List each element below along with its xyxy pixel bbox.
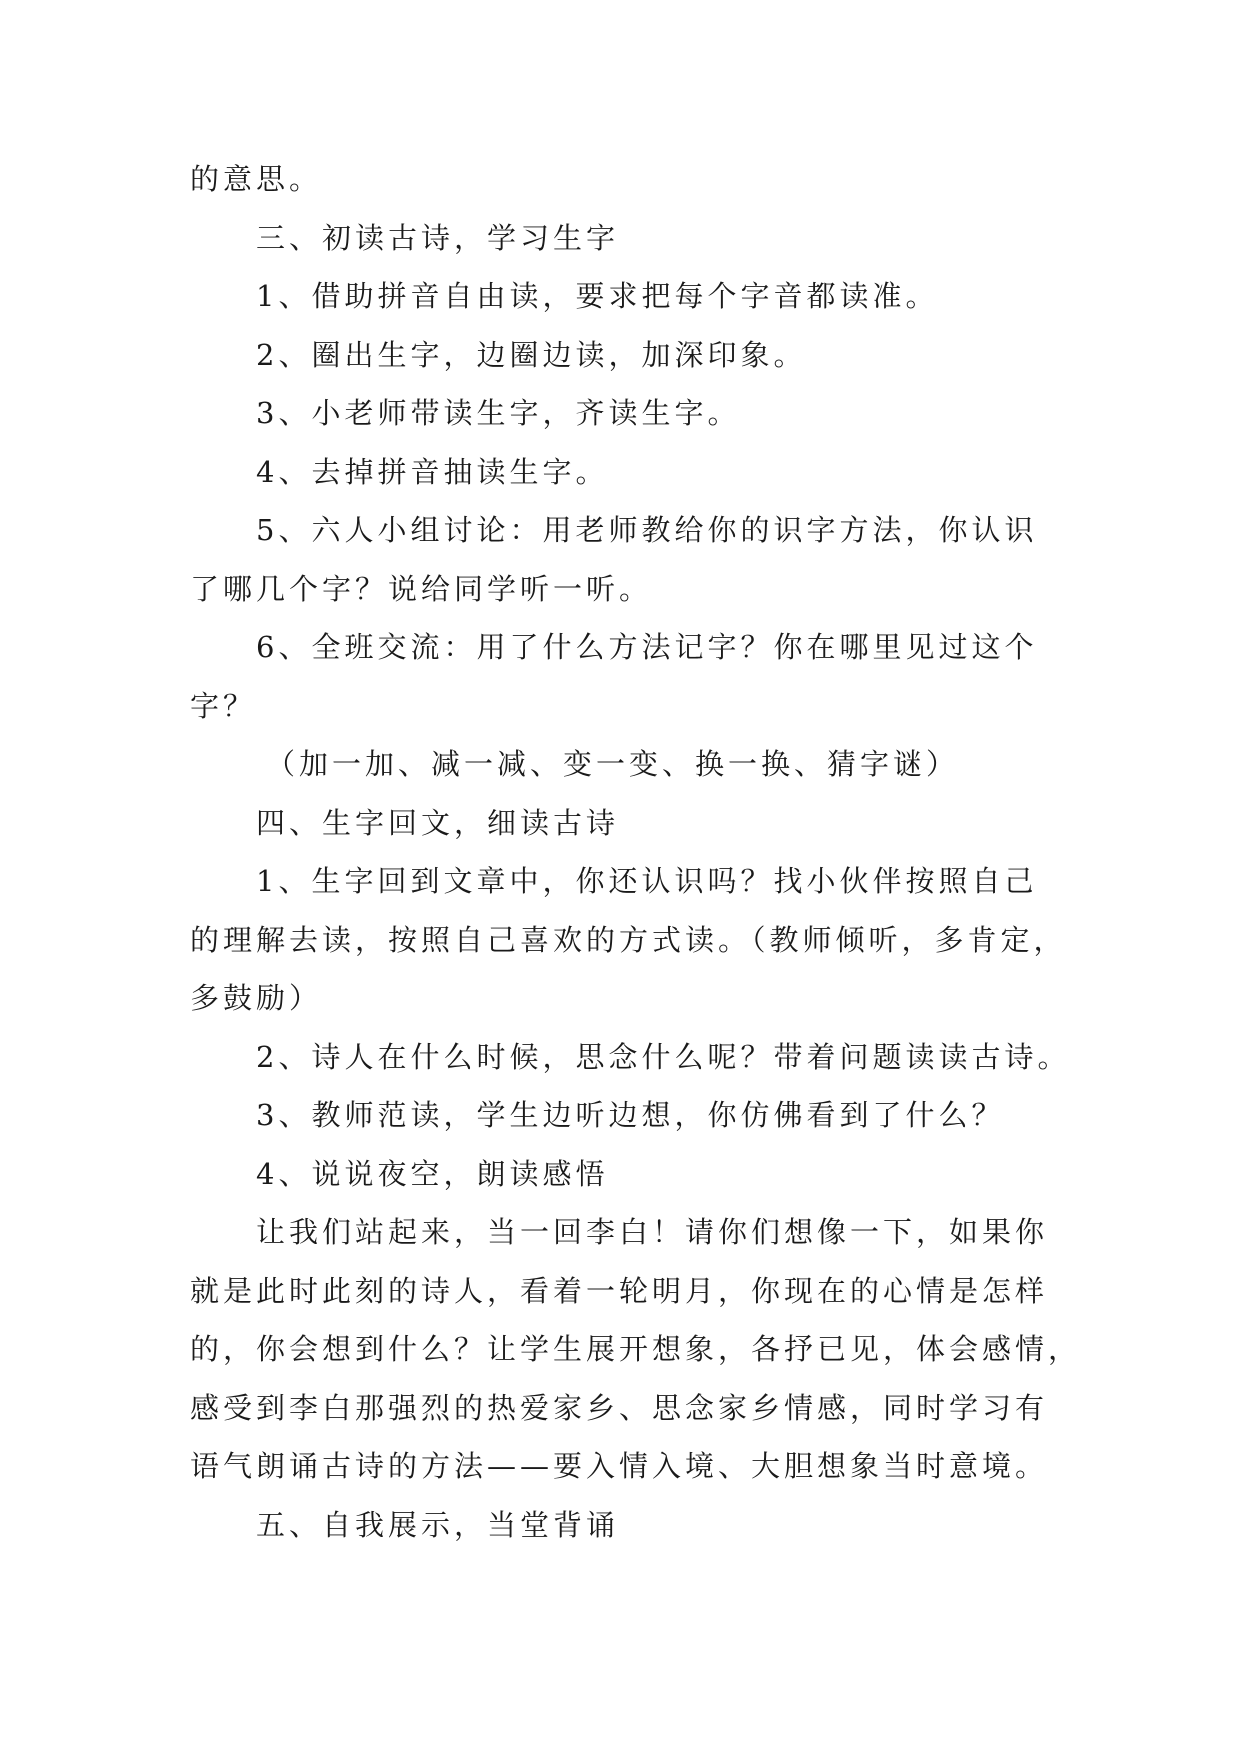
text-line-20: 就是此时此刻的诗人，看着一轮明月，你现在的心情是怎样 xyxy=(190,1273,1049,1308)
text-line-21: 的，你会想到什么？让学生展开想象，各抒已见，体会感情， xyxy=(190,1332,1082,1366)
section-heading-4: 四、生字回文，细读古诗 xyxy=(256,805,620,840)
text-line-3: 1、借助拼音自由读，要求把每个字音都读准。 xyxy=(256,279,939,313)
text-line-15: 多鼓励） xyxy=(190,981,323,1015)
text-line-13: 1、生字回到文章中，你还认识吗？找小伙伴按照自己 xyxy=(256,864,1038,898)
document-body xyxy=(190,150,1082,1554)
text-line-18: 4、说说夜空，朗读感悟 xyxy=(256,1156,609,1191)
text-line-6: 4、去掉拼音抽读生字。 xyxy=(256,454,609,489)
section-heading-5: 五、自我展示，当堂背诵 xyxy=(256,1507,620,1542)
text-line-19: 让我们站起来，当一回李白！请你们想像一下，如果你 xyxy=(256,1215,1049,1249)
text-line-16: 2、诗人在什么时候，思念什么呢？带着问题读读古诗。 xyxy=(256,1039,1071,1074)
text-line-7: 5、六人小组讨论：用老师教给你的识字方法，你认识 xyxy=(256,513,1038,547)
text-line-8: 了哪几个字？说给同学听一听。 xyxy=(190,571,653,606)
section-heading-3: 三、初读古诗，学习生字 xyxy=(256,220,620,255)
text-line-5: 3、小老师带读生字，齐读生字。 xyxy=(256,396,741,430)
text-line-9: 6、全班交流：用了什么方法记字？你在哪里见过这个 xyxy=(256,630,1038,664)
text-line-22: 感受到李白那强烈的热爱家乡、思念家乡情感，同时学习有 xyxy=(190,1390,1049,1425)
text-line-14: 的理解去读，按照自己喜欢的方式读。（教师倾听，多肯定， xyxy=(190,922,1067,957)
text-line-17: 3、教师范读，学生边听边想，你仿佛看到了什么？ xyxy=(256,1098,1005,1132)
text-line-23: 语气朗诵古诗的方法——要入情入境、大胆想象当时意境。 xyxy=(190,1449,1049,1483)
text-line-11: （加一加、减一减、变一变、换一换、猜字谜） xyxy=(266,747,960,781)
text-line-10: 字？ xyxy=(190,688,257,723)
text-line-1: 的意思。 xyxy=(190,162,323,196)
text-line-4: 2、圈出生字，边圈边读，加深印象。 xyxy=(256,337,807,372)
